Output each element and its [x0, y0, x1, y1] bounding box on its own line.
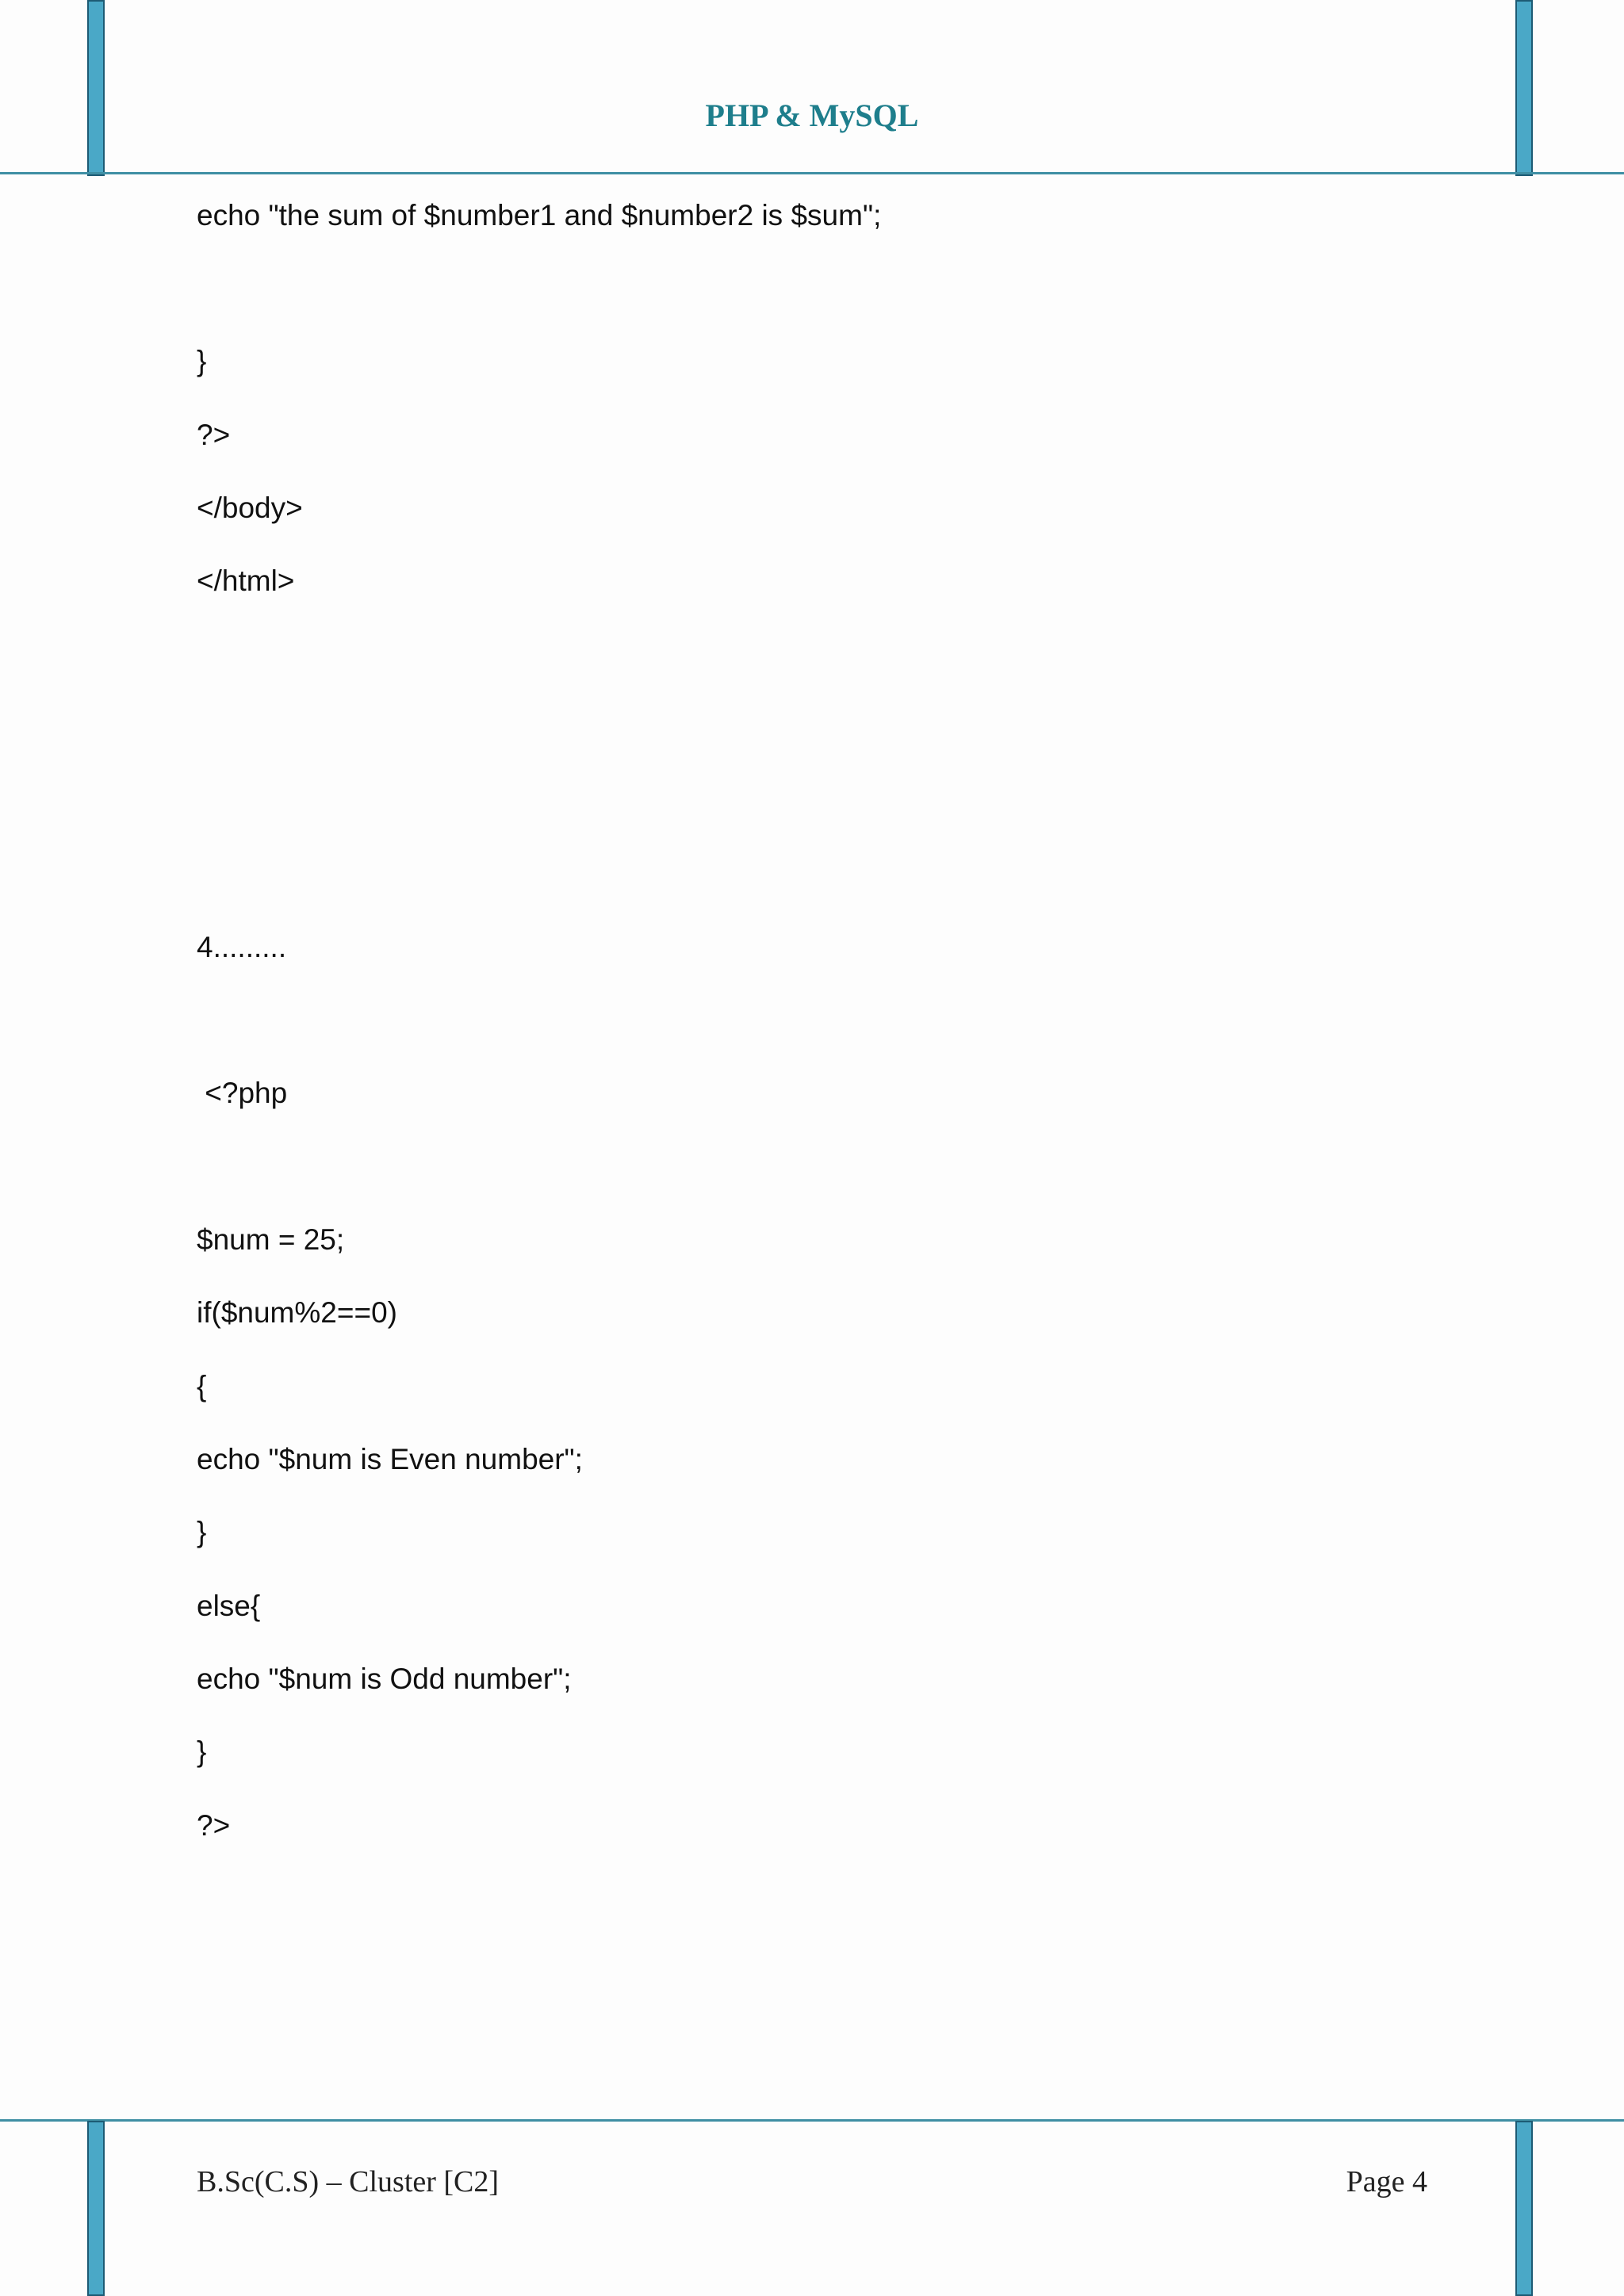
code-line: }	[197, 345, 207, 377]
footer-page-number: Page 4	[1346, 2165, 1427, 2198]
code-line: echo "$num is Odd number";	[197, 1663, 572, 1695]
code-line: echo "the sum of $number1 and $number2 is $sum";	[197, 199, 882, 232]
code-line: if($num%2==0)	[197, 1296, 397, 1329]
code-line: }	[197, 1516, 207, 1548]
code-line: <?php	[197, 1077, 288, 1109]
code-line: ?>	[197, 1809, 231, 1842]
header-right-bar	[1515, 0, 1533, 176]
code-line: else{	[197, 1590, 261, 1622]
code-line: ?>	[197, 419, 231, 451]
code-line: $num = 25;	[197, 1223, 345, 1256]
footer-rule	[0, 2119, 1624, 2122]
header-left-bar	[87, 0, 105, 176]
header-rule	[0, 172, 1624, 174]
header-title: PHP & MySQL	[705, 98, 919, 133]
code-line: 4.........	[197, 931, 287, 963]
footer-course-label: B.Sc(C.S) – Cluster [C2]	[197, 2165, 500, 2198]
code-line: </html>	[197, 564, 295, 597]
code-line: }	[197, 1735, 207, 1768]
code-line: echo "$num is Even number";	[197, 1443, 583, 1475]
footer-left-bar	[87, 2121, 105, 2296]
code-line: </body>	[197, 492, 303, 524]
code-line: {	[197, 1370, 207, 1402]
footer-right-bar	[1515, 2121, 1533, 2296]
